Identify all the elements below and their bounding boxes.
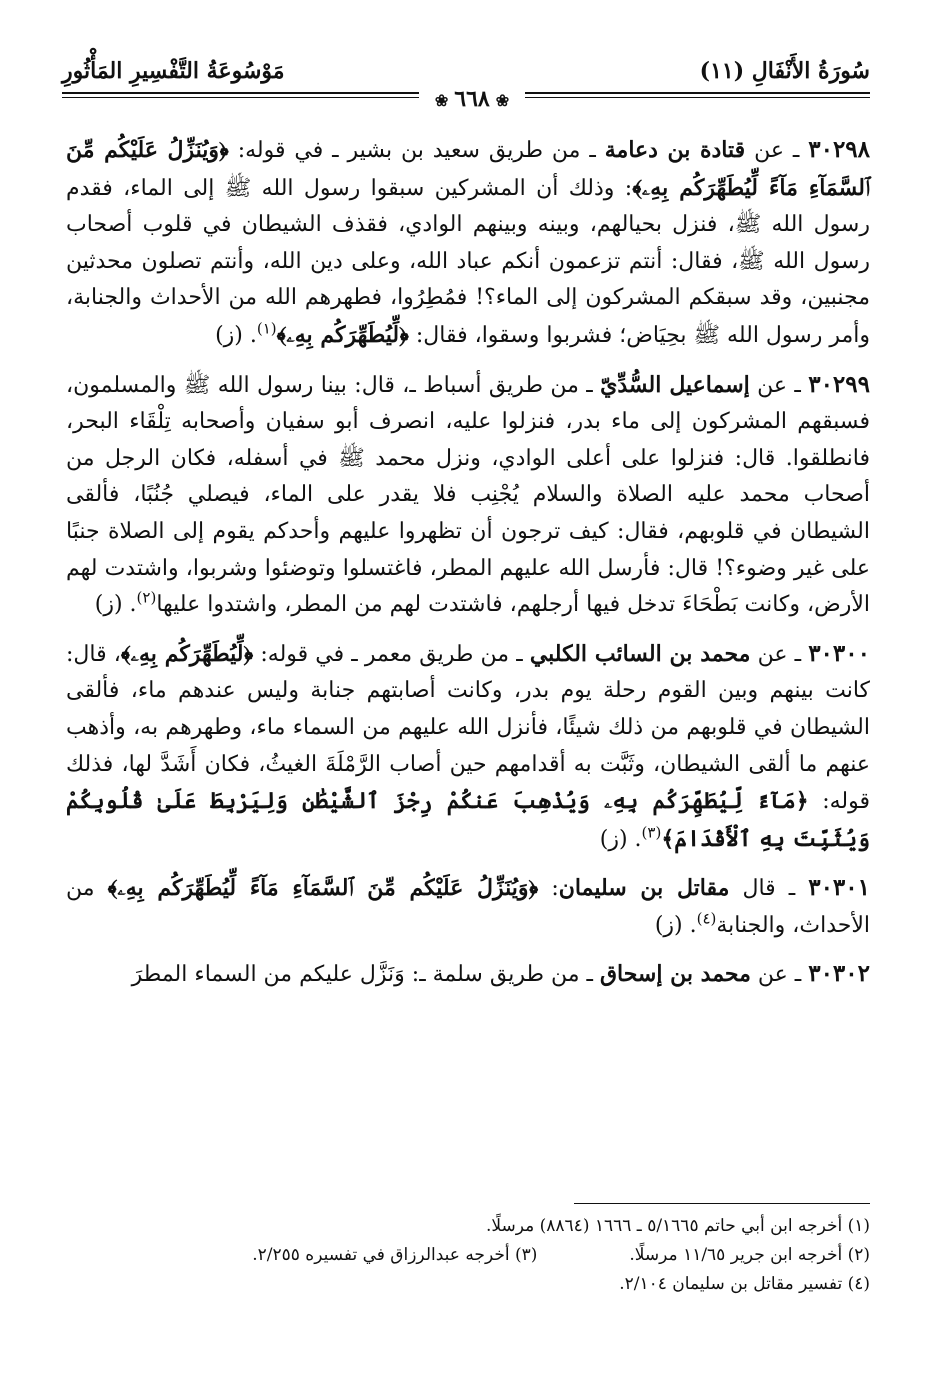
narration-tail: . (ز) (94, 592, 137, 618)
footnote-ref[interactable]: (٢) (136, 588, 157, 607)
narrator-name: محمد بن إسحاق (599, 961, 751, 988)
quran-verse: ﴿لِّيُطَهِّرَكُم بِهِۦ﴾ (120, 640, 254, 667)
page-number-text: ٦٦٨ (454, 86, 490, 112)
narration-text: ـ قال (729, 876, 809, 902)
ornament-icon: ❀ (495, 91, 510, 110)
narration-tail: . (ز) (599, 826, 642, 852)
narration-text: ـ عن (749, 372, 809, 398)
footnote-2: (٢) أخرجه ابن جرير ١١/٦٥ مرسلًا. (629, 1245, 870, 1265)
narration-text: : (538, 876, 559, 902)
ornament-icon: ❀ (434, 91, 449, 110)
narration-tail: . (ز) (215, 322, 257, 348)
narration-text: ـ عن (745, 138, 809, 163)
quran-verse: ﴿مَآءً لِّيُطَهِّرَكُم بِهِۦ وَيُذْهِبَ عَنكُمْ رِجْزَ ٱلشَّيْطَٰنِ وَلِيَرْبِطَ عَلَىٰ قُلُوبِكُمْ وَيُثَبِّتَ بِهِ ٱلْأَقْدَامَ﴾ (66, 788, 870, 852)
footnote-4: (٤) تفسير مقاتل بن سليمان ٢/١٠٤. (619, 1274, 870, 1294)
footnote-ref[interactable]: (٤) (696, 909, 717, 928)
narration-text: ، قال: كانت بينهم وبين القوم رحلة يوم بدر، وكانت أصابتهم جنابة وليس عندهم ماء، فألقى الشيطان في قلوبهم من ذلك شيئًا، فأنزل الله عليهم من السماء ماء، وطهرهم به، وأذهب عنهم ما ألقى الشيطان، وثَبَّت به أقدامهم حين أصاب الرَّمْلَةَ الغيثُ، فكان أَشَدَّ لها، فذلك قوله: (66, 641, 870, 815)
narration-text: ـ من طريق سعيد بن بشير ـ في قوله: (228, 138, 605, 163)
narration-paragraph (66, 956, 870, 994)
book-title: مَوْسُوعَةُ التَّفْسِيرِ المَأْثُورِ (62, 58, 285, 84)
narrator-name: إسماعيل السُّدِّيّ (600, 371, 750, 398)
narration-number: ٣٠٢٩٨ (808, 136, 871, 163)
narration-paragraph (66, 367, 870, 624)
footnote-1: (١) أخرجه ابن أبي حاتم ٥/١٦٦٥ ـ ١٦٦٦ (٨٨٦٤) مرسلًا. (485, 1216, 870, 1236)
footnote-3: (٣) أخرجه عبدالرزاق في تفسيره ٢/٢٥٥. (252, 1245, 538, 1265)
narration-text: من الأحداث، والجنابة (66, 876, 870, 938)
narration-paragraph (66, 636, 870, 859)
footnote-ref[interactable]: (١) (256, 319, 277, 338)
narration-text: ـ من طريق أسباط ـ، قال: بينا رسول الله ﷺ والمسلمون، فسبقهم المشركون إلى ماء بدر، فنزلوا عليه، انصرف أبو سفيان وأصحابه تِلْقَاء البحر، فانطلقوا. قال: فنزلوا على أعلى الوادي، ونزل محمد ﷺ في أسفله، فكان الرجل من أصحاب محمد عليه الصلاة والسلام يُجْنِب فلا يقدر على الماء، فيصلي جُنُبًا، فألقى الشيطان في قلوبهم، فقال: كيف ترجون أن تظهروا عليهم وأحدكم يقوم إلى الصلاة جنبًا على غير وضوء؟! قال: فأرسل الله عليهم المطر، فاغتسلوا وتوضئوا وشربوا، واشتدت لهم الأرض، وكانت بَطْحَاءَ تدخل فيها أرجلهم، فاشتدت لهم من المطر، واشتدوا عليها (66, 372, 870, 618)
narrator-name: مقاتل بن سليمان (558, 875, 730, 902)
narration-text: ـ من طريق سلمة ـ: وَنَزَّل عليكم من السماء المطرَ (131, 962, 600, 988)
narration-number: ٣٠٣٠٠ (808, 639, 870, 667)
quran-verse: ﴿وَيُنَزِّلُ عَلَيْكُم مِّنَ ٱلسَّمَآءِ مَآءً لِّيُطَهِّرَكُم بِهِۦ﴾ (66, 137, 870, 201)
narration-tail: . (ز) (654, 912, 697, 938)
narration-number: ٣٠٢٩٩ (808, 370, 870, 398)
footnote-ref[interactable]: (٣) (641, 823, 662, 842)
narrator-name: قتادة بن دعامة (604, 137, 746, 163)
narration-paragraph (66, 132, 870, 355)
narration-text: ـ من طريق معمر ـ في قوله: (253, 641, 530, 667)
surah-title: سُورَةُ الأَنْفَالِ (١١) (699, 58, 870, 84)
narration-text: ـ عن (750, 641, 809, 667)
main-text (66, 132, 870, 1006)
quran-verse: ﴿وَيُنَزِّلُ عَلَيْكُم مِّنَ ٱلسَّمَآءِ مَآءً لِّيُطَهِّرَكُم بِهِۦ﴾ (107, 875, 539, 902)
narration-number: ٣٠٣٠١ (808, 874, 870, 902)
narration-text: ـ عن (750, 962, 809, 988)
narration-paragraph (66, 870, 870, 944)
footnotes (70, 1212, 870, 1299)
quran-verse: ﴿لِّيُطَهِّرَكُم بِهِۦ﴾ (276, 321, 409, 348)
page-number-wrap (0, 86, 944, 112)
page-number (419, 86, 525, 112)
narration-text: : وذلك أن المشركين سبقوا رسول الله ﷺ إلى الماء، فقدم رسول الله ﷺ، فنزل بحيالهم، وبينه وبينهم الوادي، فقذف الشيطان في قلوب أصحاب رسول الله ﷺ، فقال: أنتم تزعمون أنكم عباد الله، وعلى دين الله، وأنتم تصلون محدثين مجنبين، وقد سبقكم المشركون إلى الماء؟! فمُطِرُوا، فطهرهم الله من الأحداث والجنابة، وأمر رسول الله ﷺ بحِيَاض؛ فشربوا وسقوا، فقال: (66, 175, 870, 348)
footnote-row (70, 1241, 870, 1270)
narration-number: ٣٠٣٠٢ (808, 960, 870, 988)
narrator-name: محمد بن السائب الكلبي (529, 640, 751, 667)
footnote-separator (574, 1203, 870, 1204)
